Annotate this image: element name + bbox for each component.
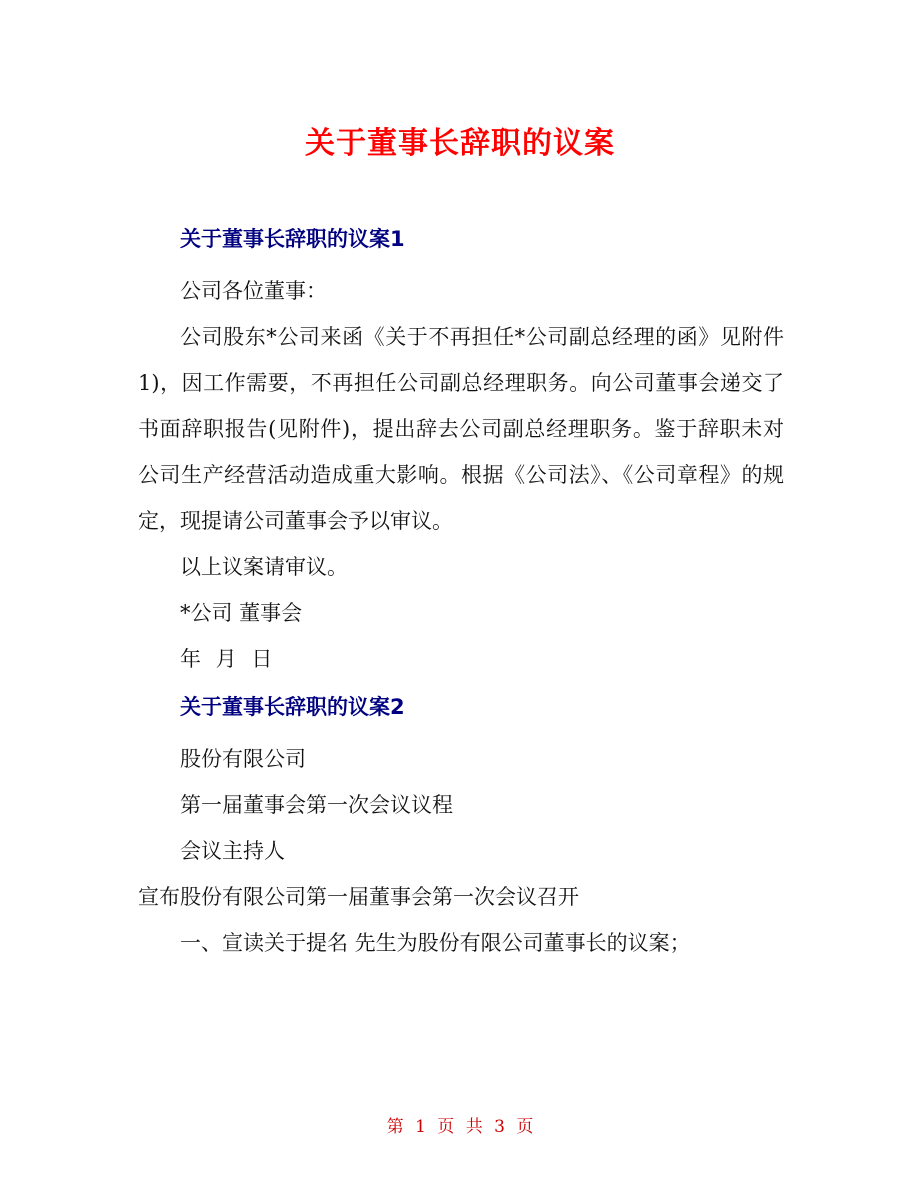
section-heading-1: 关于董事长辞职的议案1 [180,227,405,251]
page-number-footer: 第 1 页 共 3 页 [386,1117,534,1137]
date-line: 年 月 日 [180,647,273,671]
section-heading-2: 关于董事长辞职的议案2 [180,695,405,719]
signature-line: *公司 董事会 [180,601,303,625]
document-body [138,220,784,966]
body-paragraph: 公司股东*公司来函《关于不再担任*公司副总经理的函》见附件1)，因工作需要，不再担任公司副总经理职务。向公司董事会递交了书面辞职报告(见附件)，提出辞去公司副总经理职务。鉴于辞职未对公司生产经营活动造成重大影响。根据《公司法》、《公司章程》的规定，现提请公司董事会予以审议。 [138,325,784,533]
company-name-line: 股份有限公司 [180,747,306,771]
page-title: 关于董事长辞职的议案 [305,126,615,161]
announcement-line: 宣布股份有限公司第一届董事会第一次会议召开 [138,885,579,909]
salutation: 公司各位董事： [180,279,327,303]
closing-line: 以上议案请审议。 [180,555,348,579]
host-line: 会议主持人 [180,839,285,863]
agenda-title-line: 第一届董事会第一次会议议程 [180,793,453,817]
agenda-item-1: 一、宣读关于提名 先生为股份有限公司董事长的议案； [180,931,691,955]
